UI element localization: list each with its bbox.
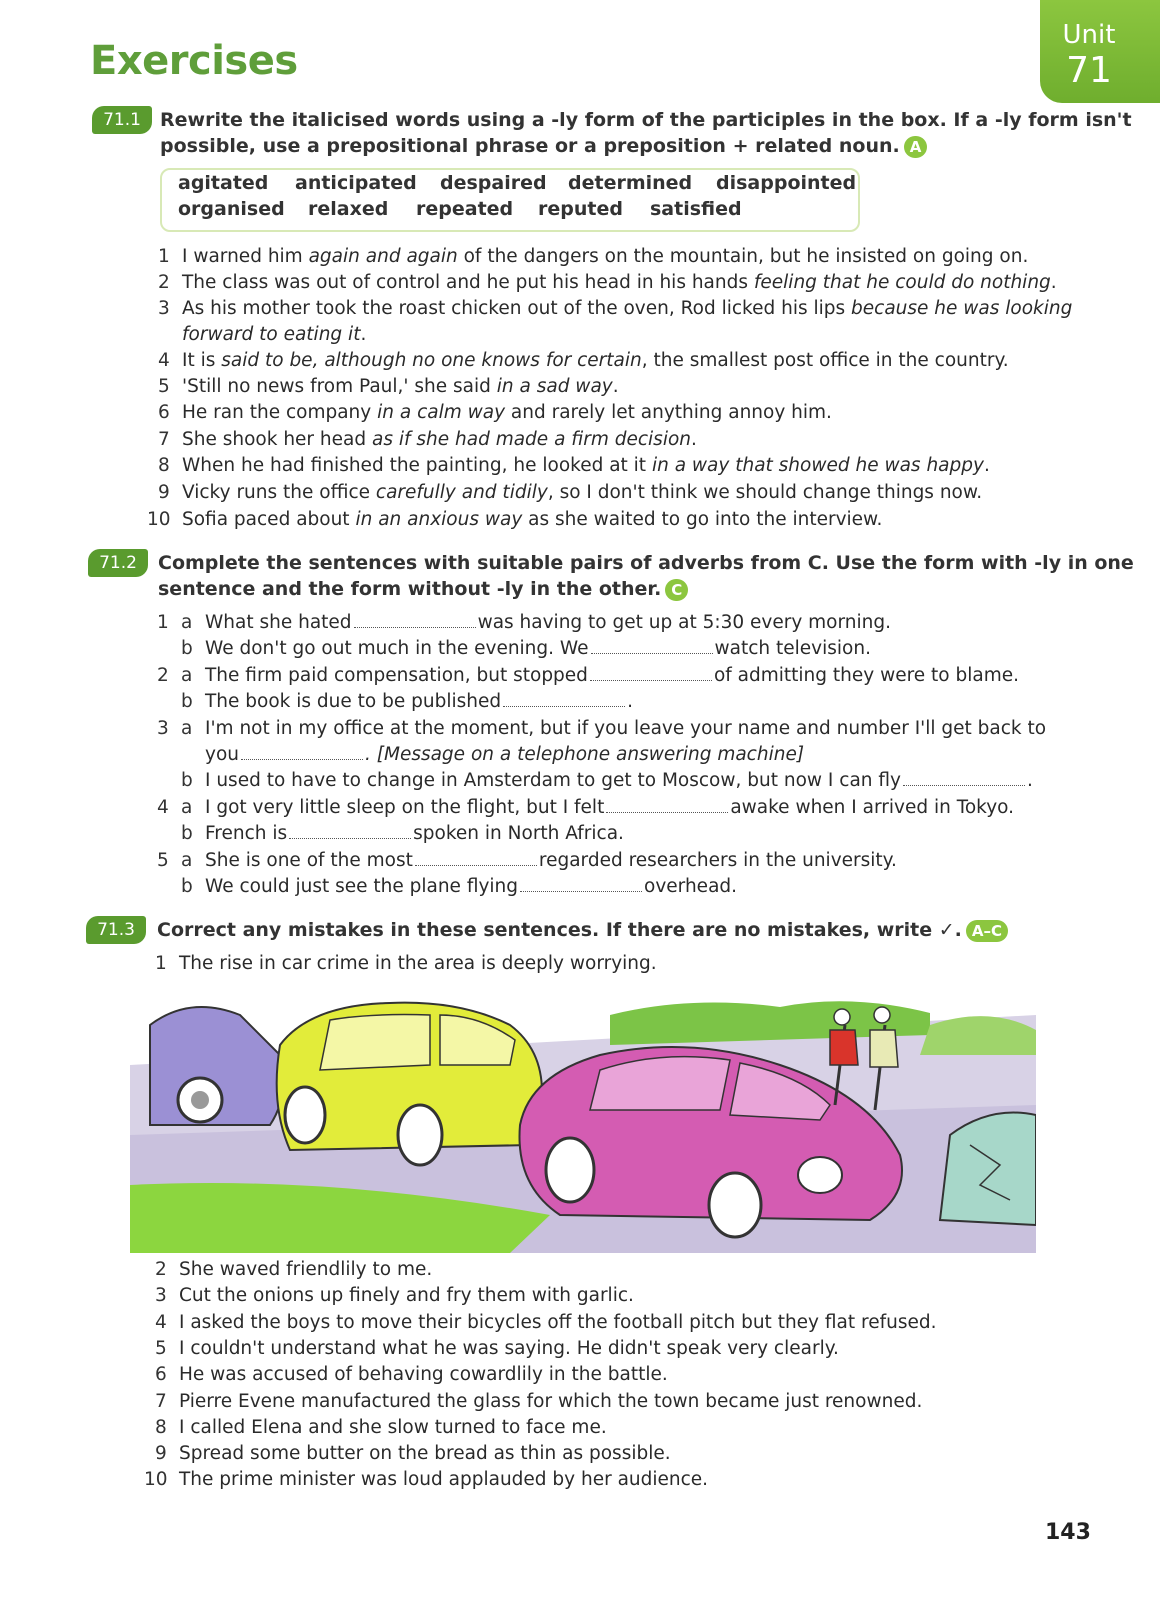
item-text: I couldn't understand what he was saying. He didn't speak very clearly.	[179, 1338, 839, 1359]
item-text: Pierre Evene manufactured the glass for which the town became just renowned.	[179, 1391, 923, 1412]
answer-blank	[590, 664, 712, 681]
answer-blank	[591, 637, 713, 654]
item-text: What she hated	[205, 612, 352, 633]
yellow-car	[277, 1003, 542, 1165]
item-text: I asked the boys to move their bicycles off the football pitch but they flat refused.	[179, 1312, 937, 1333]
section-ref-badge: A–C	[966, 920, 1008, 942]
item-letter: a	[181, 665, 193, 686]
italic-phrase: carefully and tidily	[375, 482, 548, 503]
item-text: He was accused of behaving cowardlily in the battle.	[179, 1364, 668, 1385]
unit-tab	[1040, 0, 1160, 103]
exercise-item	[179, 1257, 432, 1283]
exercise-item	[182, 348, 1009, 374]
item-text: Vicky runs the office	[182, 482, 376, 503]
item-text: and rarely let anything annoy him.	[505, 402, 832, 423]
instruction-line: Complete the sentences with suitable pairs of adverbs from C. Use the form with -ly in one	[158, 552, 1134, 574]
item-number: 3	[155, 1285, 167, 1306]
item-text: Spread some butter on the bread as thin as possible.	[179, 1443, 671, 1464]
item-text: Sofia paced about	[182, 509, 356, 530]
italic-phrase: in an anxious way	[355, 509, 523, 530]
exercise-item	[179, 1336, 839, 1362]
exercise-item	[182, 296, 1072, 322]
italic-phrase: in a calm way	[377, 402, 506, 423]
exercise-item	[182, 322, 366, 348]
instruction-line: Rewrite the italicised words using a -ly form of the participles in the box. If a -ly form isn't	[160, 109, 1132, 131]
item-number: 2	[155, 1259, 167, 1280]
italic-phrase: said to be, although no one knows for certain	[221, 350, 642, 371]
item-number: 4	[157, 797, 169, 818]
italic-phrase: again and again	[308, 246, 458, 267]
exercise-item	[205, 848, 897, 874]
instruction-line: Correct any mistakes in these sentences. If there are no mistakes, write ✓.	[157, 919, 962, 941]
item-letter: b	[181, 638, 193, 659]
item-text: of the dangers on the mountain, but he insisted on going on.	[457, 246, 1029, 267]
exercise-item	[182, 270, 1057, 296]
item-text: I got very little sleep on the flight, but I felt	[205, 797, 605, 818]
exercise-item	[182, 244, 1028, 270]
box-word: repeated	[416, 198, 514, 220]
italic-phrase: feeling that he could do nothing	[753, 272, 1051, 293]
exercise-item	[205, 821, 624, 847]
item-text: .	[983, 455, 990, 476]
box-word: reputed	[538, 198, 623, 220]
page-title: Exercises	[90, 38, 298, 84]
item-text: 'Still no news from Paul,' she said	[182, 376, 497, 397]
item-text: , so I don't think we should change things now.	[547, 482, 983, 503]
item-number: 4	[158, 350, 170, 371]
exercise-item	[179, 1310, 936, 1336]
item-letter: b	[181, 876, 193, 897]
item-letter: a	[181, 718, 193, 739]
item-letter: a	[181, 797, 193, 818]
exercise-item	[179, 1441, 671, 1467]
exercise-instruction-71-2	[158, 550, 1134, 602]
item-text: It is	[182, 350, 222, 371]
exercise-item	[182, 374, 619, 400]
item-text: She is one of the most	[205, 850, 413, 871]
item-number: 4	[155, 1312, 167, 1333]
item-number: 8	[158, 455, 170, 476]
exercise-item	[205, 768, 1033, 794]
item-text: Cut the onions up finely and fry them with garlic.	[179, 1285, 634, 1306]
box-word: organised	[178, 198, 285, 220]
item-text: As his mother took the roast chicken out of the oven, Rod licked his lips	[182, 298, 852, 319]
answer-blank	[241, 743, 363, 760]
exercise-instruction-71-1	[160, 107, 1132, 159]
exercise-instruction-71-3	[157, 917, 1008, 943]
item-text: The class was out of control and he put his head in his hands	[182, 272, 754, 293]
box-word: satisfied	[650, 198, 742, 220]
item-text: .	[1050, 272, 1057, 293]
item-number: 2	[157, 665, 169, 686]
exercise-item	[182, 507, 882, 533]
item-number: 2	[158, 272, 170, 293]
item-number: 1	[158, 246, 170, 267]
answer-blank	[606, 796, 728, 813]
item-text: The firm paid compensation, but stopped	[205, 665, 588, 686]
box-word: disappointed	[716, 172, 857, 194]
box-word: relaxed	[308, 198, 389, 220]
item-text: I called Elena and she slow turned to face me.	[179, 1417, 607, 1438]
exercise-item	[182, 453, 990, 479]
item-text: We don't go out much in the evening. We	[205, 638, 589, 659]
exercise-item	[205, 610, 891, 636]
italic-phrase: because he was looking	[851, 298, 1073, 319]
answer-blank	[415, 849, 537, 866]
exercise-item	[205, 636, 871, 662]
item-number: 5	[155, 1338, 167, 1359]
item-text: When he had finished the painting, he looked at it	[182, 455, 652, 476]
item-text: watch television.	[714, 638, 871, 659]
instruction-line: sentence and the form without -ly in the other.	[158, 578, 662, 600]
item-text: The book is due to be published	[205, 691, 502, 712]
item-number: 9	[158, 482, 170, 503]
answer-blank	[503, 690, 625, 707]
item-text: overhead.	[644, 876, 738, 897]
item-text: of admitting they were to blame.	[713, 665, 1020, 686]
item-number: 5	[157, 850, 169, 871]
item-text: The rise in car crime in the area is deeply worrying.	[179, 953, 657, 974]
item-text: you	[205, 744, 239, 765]
answer-blank	[903, 769, 1025, 786]
item-number: 6	[158, 402, 170, 423]
exercise-item	[179, 1389, 922, 1415]
item-text: regarded researchers in the university.	[538, 850, 897, 871]
item-text: She waved friendlily to me.	[179, 1259, 433, 1280]
item-text: .	[627, 691, 633, 712]
item-text: .	[1026, 770, 1033, 791]
item-text: .	[691, 429, 697, 450]
item-text: French is	[205, 823, 288, 844]
exercise-item	[205, 874, 737, 900]
item-number: 9	[155, 1443, 167, 1464]
unit-label: Unit	[1062, 20, 1116, 50]
item-number: 10	[144, 1469, 168, 1490]
box-word: despaired	[440, 172, 547, 194]
item-number: 6	[155, 1364, 167, 1385]
exercise-item	[205, 742, 804, 768]
exercise-item	[179, 1415, 607, 1441]
item-number: 1	[155, 953, 167, 974]
item-text: She shook her head	[182, 429, 372, 450]
exercise-item	[205, 716, 1046, 742]
item-number: 7	[155, 1391, 167, 1412]
item-text: awake when I arrived in Tokyo.	[730, 797, 1015, 818]
item-text: spoken in North Africa.	[413, 823, 624, 844]
unit-number: 71	[1066, 50, 1112, 91]
item-number: 8	[155, 1417, 167, 1438]
car-crime-illustration	[130, 985, 1036, 1253]
exercise-item	[182, 480, 982, 506]
answer-blank	[289, 822, 411, 839]
item-text: as she waited to go into the interview.	[522, 509, 883, 530]
item-text: .	[612, 376, 619, 397]
exercise-item	[205, 795, 1014, 821]
item-text: was having to get up at 5:30 every morning.	[477, 612, 891, 633]
item-number: 3	[158, 298, 170, 319]
item-letter: a	[181, 612, 193, 633]
exercise-item	[182, 427, 697, 453]
exercise-badge-71-3: 71.3	[86, 916, 146, 944]
box-word: determined	[568, 172, 693, 194]
italic-phrase: as if she had made a firm decision	[372, 429, 691, 450]
item-number: 10	[147, 509, 171, 530]
item-text: , the smallest post office in the country.	[641, 350, 1009, 371]
italic-phrase: in a way that showed he was happy	[651, 455, 984, 476]
answer-blank	[354, 611, 476, 628]
section-ref-badge: A	[904, 136, 928, 158]
exercise-item	[205, 689, 633, 715]
item-text: The prime minister was loud applauded by her audience.	[179, 1469, 709, 1490]
item-number: 3	[157, 718, 169, 739]
item-letter: a	[181, 850, 193, 871]
exercise-item	[179, 951, 657, 977]
item-letter: b	[181, 770, 193, 791]
page-number: 143	[1045, 1520, 1091, 1545]
box-word: anticipated	[295, 172, 417, 194]
item-number: 5	[158, 376, 170, 397]
exercise-badge-71-1: 71.1	[92, 106, 152, 134]
item-number: 1	[157, 612, 169, 633]
instruction-line: possible, use a prepositional phrase or a preposition + related noun.	[160, 135, 900, 157]
item-text: He ran the company	[182, 402, 378, 423]
exercise-item	[179, 1283, 634, 1309]
exercise-item	[179, 1467, 708, 1493]
item-text: . [Message on a telephone answering machine]	[365, 744, 805, 765]
exercise-item	[179, 1362, 668, 1388]
item-number: 7	[158, 429, 170, 450]
item-text: .	[360, 324, 367, 345]
box-word: agitated	[178, 172, 269, 194]
item-text: I used to have to change in Amsterdam to get to Moscow, but now I can fly	[205, 770, 901, 791]
item-letter: b	[181, 823, 193, 844]
italic-phrase: in a sad way	[496, 376, 613, 397]
exercise-item	[182, 400, 832, 426]
item-text: I warned him	[182, 246, 309, 267]
answer-blank	[520, 875, 642, 892]
section-ref-badge: C	[665, 579, 688, 601]
item-text: I'm not in my office at the moment, but if you leave your name and number I'll get back to	[205, 718, 1047, 739]
item-letter: b	[181, 691, 193, 712]
exercise-item	[205, 663, 1019, 689]
exercise-badge-71-2: 71.2	[88, 549, 148, 577]
item-text: We could just see the plane flying	[205, 876, 519, 897]
italic-phrase: forward to eating it	[182, 324, 361, 345]
